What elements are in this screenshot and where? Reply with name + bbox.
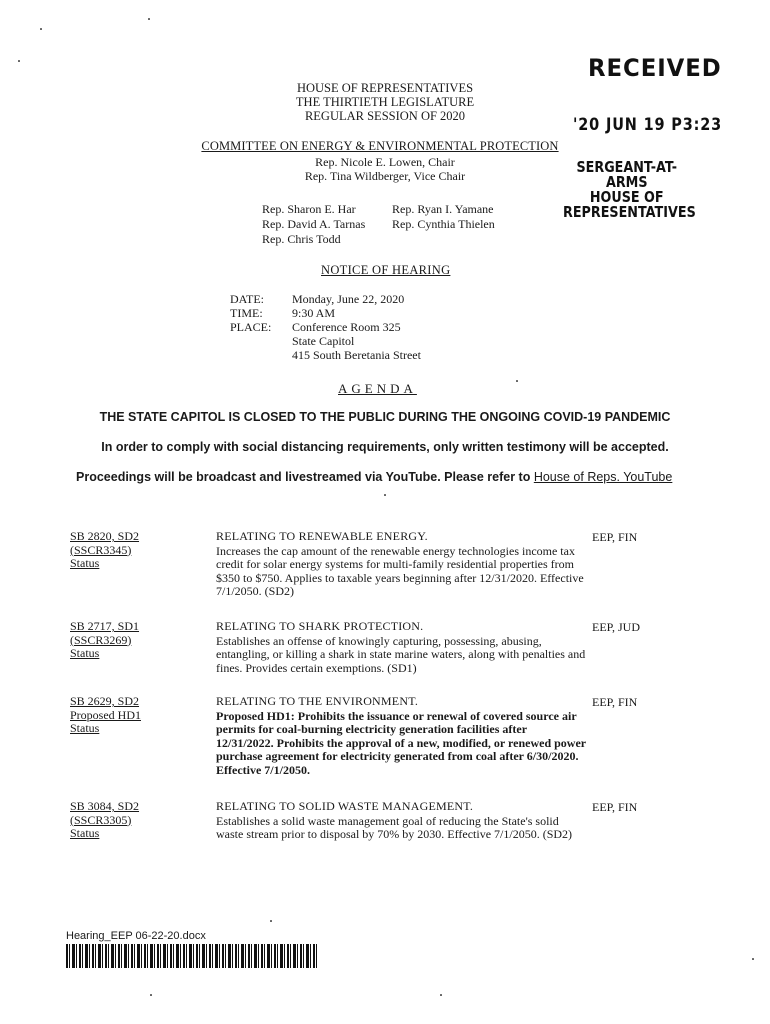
committee-report-link[interactable]: (SSCR3345) (70, 542, 132, 557)
hearing-values (292, 292, 421, 362)
committee-name: COMMITTEE ON ENERGY & ENVIRONMENTAL PROTECTION (201, 139, 559, 153)
hearing-labels (230, 292, 271, 334)
bill-title: RELATING TO RENEWABLE ENERGY. (216, 529, 428, 543)
scan-speck (150, 994, 152, 996)
broadcast-notice (76, 470, 672, 484)
committee-chairs (250, 155, 520, 183)
bill-link[interactable]: SB 3084, SD2 (70, 799, 140, 813)
received-stamp: RECEIVED (588, 54, 722, 82)
vice-chair: Rep. Tina Wildberger, Vice Chair (304, 169, 466, 183)
scan-speck (440, 994, 442, 996)
bill-number-block (70, 530, 139, 571)
received-timestamp: '20 JUN 19 P3:23 (573, 115, 723, 135)
bill-title: RELATING TO THE ENVIRONMENT. (216, 694, 419, 708)
header-line-2: THE THIRTIETH LEGISLATURE (295, 95, 475, 109)
broadcast-text: Proceedings will be broadcast and livestreamed via YouTube. Please refer to (76, 470, 531, 484)
committee-report-link[interactable]: (SSCR3305) (70, 812, 132, 827)
bill-title: RELATING TO SOLID WASTE MANAGEMENT. (216, 799, 474, 813)
header-line-3: REGULAR SESSION OF 2020 (304, 109, 466, 123)
bill-description (216, 695, 586, 777)
bill-number-block (70, 620, 139, 661)
agenda-title: AGENDA (338, 381, 417, 396)
member: Rep. Cynthia Thielen (392, 217, 495, 231)
hearing-place-2: State Capitol (292, 334, 355, 348)
scan-speck (384, 494, 386, 496)
written-testimony-notice: In order to comply with social distancing requirements, only written testimony will be accepted. (101, 440, 669, 454)
footer-filename: Hearing_EEP 06-22-20.docx (66, 930, 206, 942)
bill-description (216, 530, 586, 599)
scan-speck (270, 920, 272, 922)
stamp-line-2: HOUSE OF (589, 188, 664, 206)
barcode (66, 944, 318, 968)
youtube-link[interactable]: House of Reps. YouTube (533, 470, 673, 484)
bill-description (216, 620, 586, 675)
proposed-draft-link[interactable]: Proposed HD1 (70, 707, 141, 722)
bill-summary: Proposed HD1: Prohibits the issuance or renewal of covered source air permits for coal-burning electricity generation facilities after 12/31/2022. Prohibits the approval of a new, modified, or renewed power purchase agreement for electricity generated from coal after 6/30/2020. Effective 7/1/2050. (216, 708, 586, 777)
bill-referral: EEP, FIN (592, 800, 638, 814)
header-line-1: HOUSE OF REPRESENTATIVES (296, 81, 474, 95)
bill-number-block (70, 800, 139, 841)
bill-summary: Establishes a solid waste management goal of reducing the State's solid waste stream prior to disposal by 70% by 2030. Effective 7/1/2050. (SD2) (216, 813, 573, 841)
committee-report-link[interactable]: (SSCR3269) (70, 632, 132, 647)
scan-speck (18, 60, 20, 62)
member: Rep. Ryan I. Yamane (392, 202, 494, 216)
hearing-time: 9:30 AM (292, 306, 336, 320)
hearing-place-3: 415 South Beretania Street (292, 348, 421, 362)
member: Rep. David A. Tarnas (262, 217, 366, 231)
status-link[interactable]: Status (70, 721, 100, 735)
bill-description (216, 800, 586, 842)
bill-referral: EEP, JUD (592, 620, 641, 634)
bill-referral: EEP, FIN (592, 530, 638, 544)
members-left-column (262, 202, 365, 247)
scan-speck (752, 958, 754, 960)
bill-referral: EEP, FIN (592, 695, 638, 709)
member: Rep. Sharon E. Har (262, 202, 356, 216)
bill-link[interactable]: SB 2820, SD2 (70, 529, 140, 543)
scan-speck (40, 28, 42, 30)
capitol-closed-notice: THE STATE CAPITOL IS CLOSED TO THE PUBLIC DURING THE ONGOING COVID-19 PANDEMIC (99, 410, 671, 424)
stamp-line-3: REPRESENTATIVES (563, 203, 696, 221)
bill-summary: Establishes an offense of knowingly capturing, possessing, abusing, entangling, or killing a shark in state marine waters, along with penalties and fines. Provides certain exemptions. (SD1) (216, 633, 586, 675)
notice-of-hearing-title: NOTICE OF HEARING (321, 263, 451, 277)
status-link[interactable]: Status (70, 826, 100, 840)
bill-link[interactable]: SB 2717, SD1 (70, 619, 140, 633)
scan-speck (516, 380, 518, 382)
document-header (250, 81, 520, 123)
bill-summary: Increases the cap amount of the renewable energy technologies income tax credit for solar energy systems for multi-family residential properties from $350 to $750. Applies to taxable years beginning after 12/31/2020. Effective 7/1/2050. (SD2) (216, 543, 584, 598)
status-link[interactable]: Status (70, 556, 100, 570)
time-label: TIME: (230, 306, 263, 320)
hearing-place-1: Conference Room 325 (292, 320, 401, 334)
scan-speck (148, 18, 150, 20)
hearing-date: Monday, June 22, 2020 (292, 292, 405, 306)
member: Rep. Chris Todd (262, 232, 341, 246)
status-link[interactable]: Status (70, 646, 100, 660)
members-right-column (392, 202, 495, 232)
stamp-line-1: SERGEANT-AT-ARMS (576, 158, 678, 191)
chair: Rep. Nicole E. Lowen, Chair (315, 155, 455, 169)
date-label: DATE: (230, 292, 264, 306)
place-label: PLACE: (230, 320, 272, 334)
sergeant-at-arms-stamp (563, 158, 696, 221)
bill-number-block (70, 695, 141, 736)
bill-link[interactable]: SB 2629, SD2 (70, 694, 140, 708)
bill-title: RELATING TO SHARK PROTECTION. (216, 619, 424, 633)
